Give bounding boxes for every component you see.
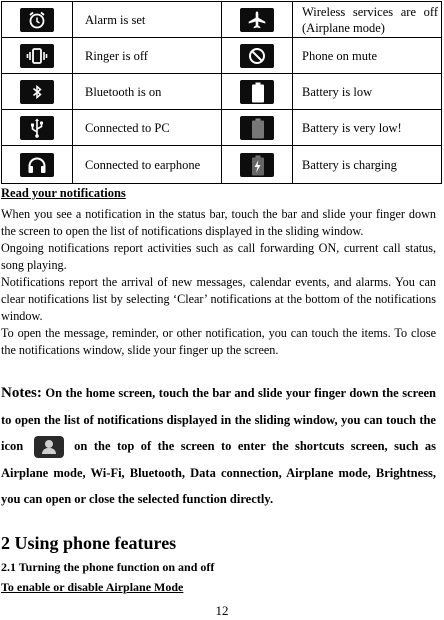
status-label: Battery is low <box>293 74 442 110</box>
table-row <box>2 38 442 74</box>
status-label: Ringer is off <box>73 38 222 74</box>
status-label: Battery is charging <box>293 146 442 184</box>
page-number: 12 <box>215 603 229 618</box>
battery-very-low-icon <box>240 116 274 140</box>
table-row <box>2 74 442 110</box>
status-icons-table <box>1 1 442 184</box>
battery-low-icon <box>240 80 274 104</box>
mute-icon <box>240 44 274 68</box>
table-row <box>2 2 442 38</box>
status-label: Connected to earphone <box>73 146 222 184</box>
status-label: Battery is very low! <box>293 110 442 146</box>
usb-icon <box>20 116 54 140</box>
paragraph: To open the message, reminder, or other notification, you can touch the items. To close the notifications window, slide your finger up the screen. <box>1 326 436 357</box>
notes-lead: Notes: <box>1 385 42 401</box>
status-label: Wireless services are off (Airplane mode) <box>293 2 442 38</box>
battery-charging-icon <box>240 153 274 177</box>
status-label: Bluetooth is on <box>73 74 222 110</box>
status-label: Phone on mute <box>293 38 442 74</box>
alarm-icon <box>20 8 54 32</box>
subsection-title: To enable or disable Airplane Mode <box>1 580 184 594</box>
table-row <box>2 146 442 184</box>
paragraph: Notifications report the arrival of new messages, calendar events, and alarms. You can clear notifications list by selecting ‘Clear’ notifications at the bottom of the notifications window. <box>1 275 436 323</box>
notes-text: On the home screen, touch the bar and slide your finger down the screen to open the list of notifications displayed in the sliding window, you can touch the icon <box>1 386 436 453</box>
notes-block <box>1 380 436 513</box>
airplane-icon <box>240 8 274 32</box>
section-heading: Read your notifications <box>1 186 126 200</box>
table-row <box>2 110 442 146</box>
status-label: Alarm is set <box>73 2 222 38</box>
user-icon <box>34 436 64 458</box>
chapter-title: 2 Using phone features <box>1 533 177 553</box>
vibrate-icon <box>20 44 54 68</box>
paragraph: Ongoing notifications report activities such as call forwarding ON, current call status, song playing. <box>1 241 436 272</box>
headset-icon <box>20 153 54 177</box>
bluetooth-icon <box>20 80 54 104</box>
status-label: Connected to PC <box>73 110 222 146</box>
section-title: 2.1 Turning the phone function on and off <box>1 560 215 574</box>
paragraph: When you see a notification in the status bar, touch the bar and slide your finger down the screen to open the list of notifications displayed in the sliding window. <box>1 207 436 238</box>
notes-text: on the top of the screen to enter the shortcuts screen, such as Airplane mode, Wi-Fi, Bluetooth, Data connection, Airplane mode, Brightness, you can open or close the selected function directly. <box>1 439 437 506</box>
notifications-body <box>1 206 436 359</box>
